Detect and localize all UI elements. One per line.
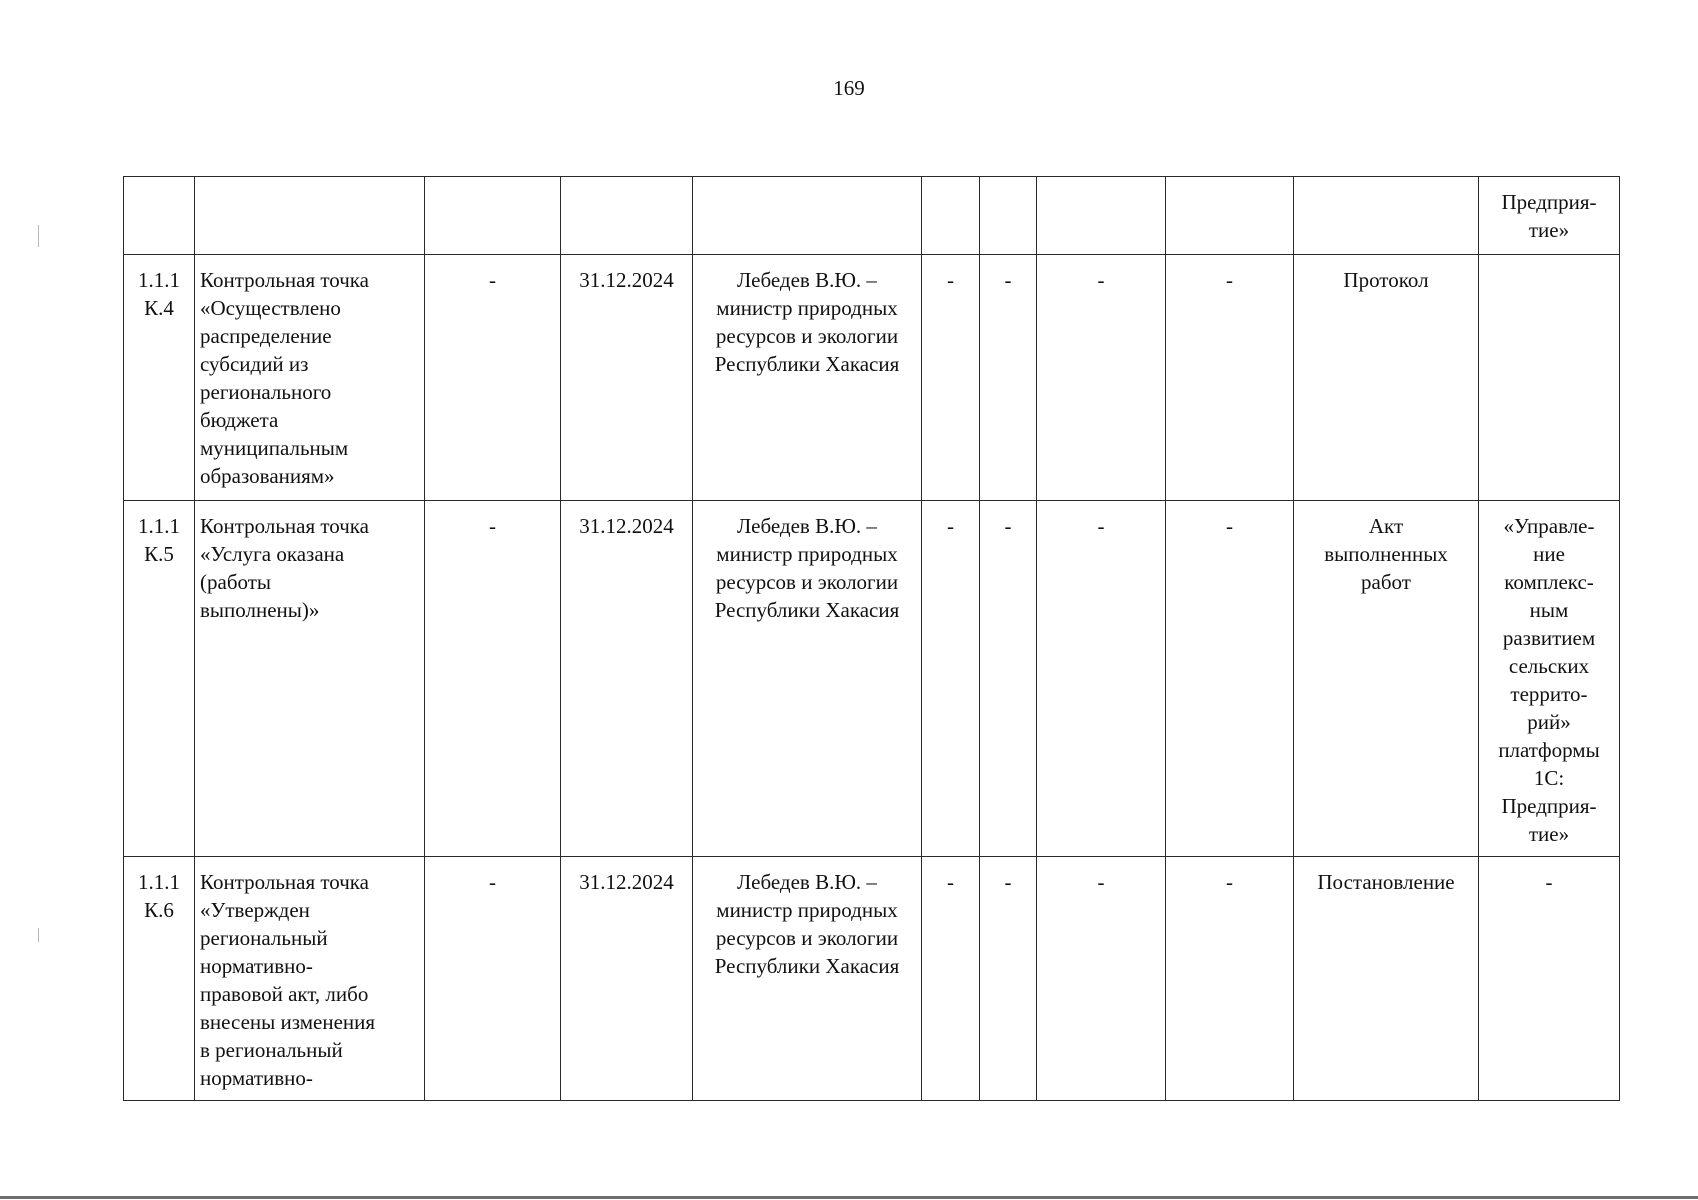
col9-cell: - xyxy=(1166,857,1294,1101)
name-cell xyxy=(195,177,425,255)
col7-cell: - xyxy=(980,857,1037,1101)
document-cell: Постановление xyxy=(1294,857,1479,1101)
number-cell: 1.1.1 К.6 xyxy=(124,857,195,1101)
end-date-cell: 31.12.2024 xyxy=(561,857,693,1101)
start-date-cell: - xyxy=(425,501,561,857)
scan-bottom-edge xyxy=(0,1196,1698,1199)
system-cell: «Управле- ние комплекс- ным развитием сельских террито- рий» платформы 1С: Предприя- тие» xyxy=(1479,501,1620,857)
document-cell xyxy=(1294,177,1479,255)
col9-cell xyxy=(1166,177,1294,255)
col7-cell: - xyxy=(980,501,1037,857)
name-cell: Контрольная точка «Услуга оказана (работы выполнены)» xyxy=(195,501,425,857)
col8-cell xyxy=(1037,177,1166,255)
scan-mark-left-lower xyxy=(38,928,39,942)
start-date-cell xyxy=(425,177,561,255)
number-cell: 1.1.1 К.5 xyxy=(124,501,195,857)
col6-cell: - xyxy=(922,501,980,857)
responsible-cell: Лебедев В.Ю. – министр природных ресурсов и экологии Республики Хакасия xyxy=(693,857,922,1101)
scan-mark-left xyxy=(38,225,39,247)
name-cell: Контрольная точка «Осуществлено распределение субсидий из регионального бюджета муниципальным образованиям» xyxy=(195,255,425,501)
end-date-cell: 31.12.2024 xyxy=(561,501,693,857)
start-date-cell: - xyxy=(425,255,561,501)
table-row xyxy=(124,255,1620,501)
document-cell: Протокол xyxy=(1294,255,1479,501)
plan-table xyxy=(123,176,1620,1101)
name-cell: Контрольная точка «Утвержден региональный нормативно- правовой акт, либо внесены изменения в региональный нормативно- xyxy=(195,857,425,1101)
table-row xyxy=(124,501,1620,857)
document-cell: Акт выполненных работ xyxy=(1294,501,1479,857)
col8-cell: - xyxy=(1037,255,1166,501)
responsible-cell xyxy=(693,177,922,255)
responsible-cell: Лебедев В.Ю. – министр природных ресурсов и экологии Республики Хакасия xyxy=(693,501,922,857)
col6-cell xyxy=(922,177,980,255)
table-row xyxy=(124,857,1620,1101)
end-date-cell: 31.12.2024 xyxy=(561,255,693,501)
col7-cell: - xyxy=(980,255,1037,501)
col6-cell: - xyxy=(922,255,980,501)
page-number: 169 xyxy=(833,76,865,100)
table-row xyxy=(124,177,1620,255)
number-cell: 1.1.1 К.4 xyxy=(124,255,195,501)
end-date-cell xyxy=(561,177,693,255)
col8-cell: - xyxy=(1037,501,1166,857)
col8-cell: - xyxy=(1037,857,1166,1101)
system-cell: - xyxy=(1479,857,1620,1101)
col9-cell: - xyxy=(1166,255,1294,501)
col9-cell: - xyxy=(1166,501,1294,857)
col7-cell xyxy=(980,177,1037,255)
col6-cell: - xyxy=(922,857,980,1101)
system-cell xyxy=(1479,255,1620,501)
number-cell xyxy=(124,177,195,255)
system-cell: Предприя- тие» xyxy=(1479,177,1620,255)
responsible-cell: Лебедев В.Ю. – министр природных ресурсов и экологии Республики Хакасия xyxy=(693,255,922,501)
start-date-cell: - xyxy=(425,857,561,1101)
